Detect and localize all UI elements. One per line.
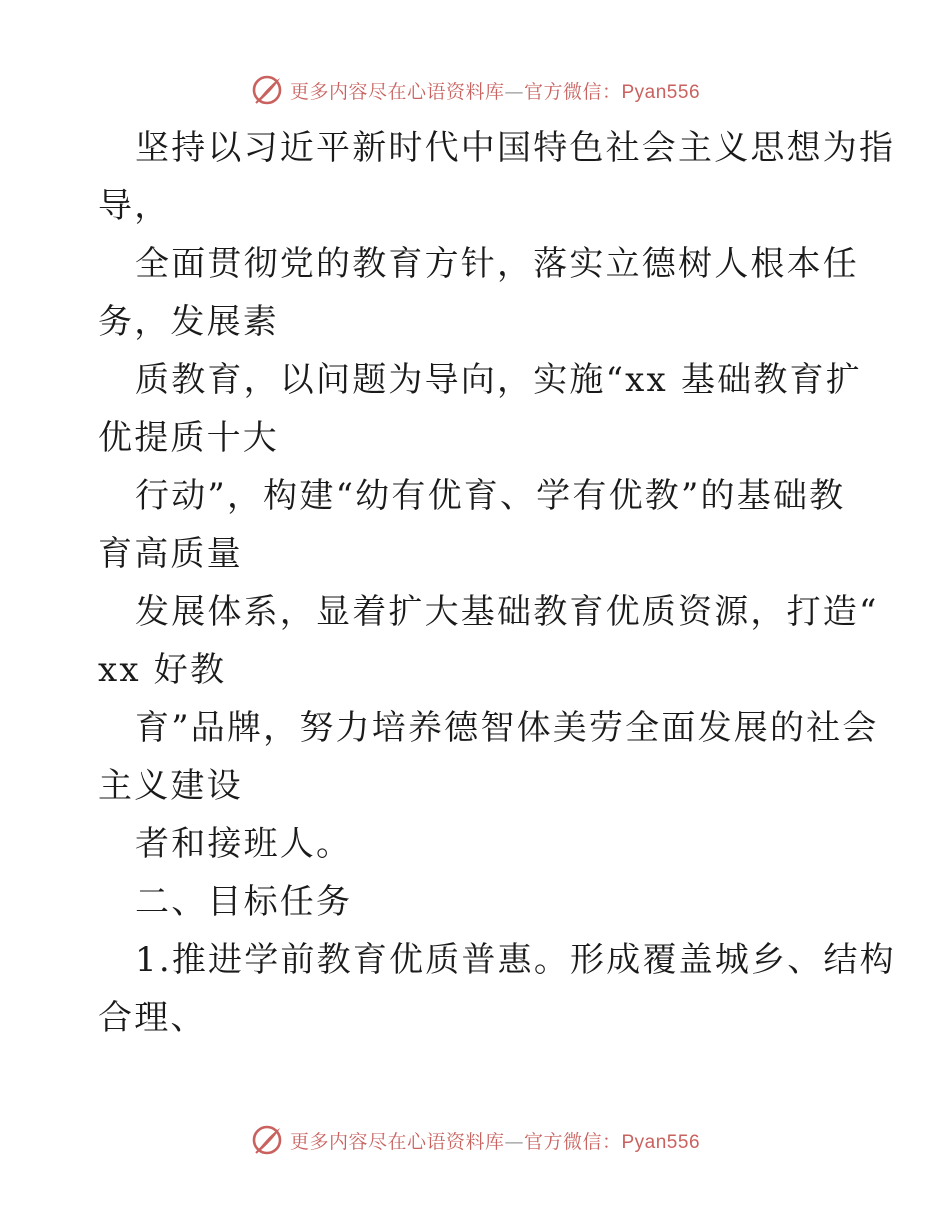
watermark-prefix: 更多内容尽在心语资料库	[289, 80, 505, 103]
body-line: 行动”，构建“幼有优育、学有优教”的基础教	[135, 476, 846, 516]
body-line: 发展体系，显着扩大基础教育优质资源，打造“	[135, 592, 879, 632]
watermark-text	[290, 1127, 700, 1154]
body-line: 1.推进学前教育优质普惠。形成覆盖城乡、结构	[135, 940, 896, 980]
body-line: 务，发展素	[98, 302, 279, 342]
watermark-wechat-id: Pyan556	[621, 1131, 701, 1153]
body-line: 育高质量	[98, 534, 243, 574]
body-line: xx 好教	[98, 650, 227, 690]
body-line: 全面贯彻党的教育方针，落实立德树人根本任	[135, 244, 859, 284]
header-watermark	[0, 72, 950, 108]
section-heading: 二、目标任务	[135, 882, 353, 922]
body-line: 主义建设	[98, 766, 243, 806]
quill-pen-icon	[250, 73, 284, 107]
footer-watermark	[0, 1122, 950, 1158]
watermark-separator: —	[504, 80, 524, 103]
body-line: 优提质十大	[98, 418, 279, 458]
watermark-wechat-id: Pyan556	[621, 81, 701, 103]
body-line: 坚持以习近平新时代中国特色社会主义思想为指	[135, 128, 896, 168]
watermark-text	[290, 77, 700, 104]
body-line: 质教育，以问题为导向，实施“xx 基础教育扩	[135, 360, 862, 400]
body-line: 合理、	[98, 998, 207, 1038]
body-line: 育”品牌，努力培养德智体美劳全面发展的社会	[135, 708, 879, 748]
body-line: 者和接班人。	[135, 824, 353, 864]
quill-pen-icon	[250, 1123, 284, 1157]
watermark-suffix: 官方微信：	[523, 1130, 622, 1153]
watermark-suffix: 官方微信：	[523, 80, 622, 103]
body-line: 导，	[98, 186, 171, 226]
watermark-prefix: 更多内容尽在心语资料库	[289, 1130, 505, 1153]
watermark-separator: —	[504, 1130, 524, 1153]
